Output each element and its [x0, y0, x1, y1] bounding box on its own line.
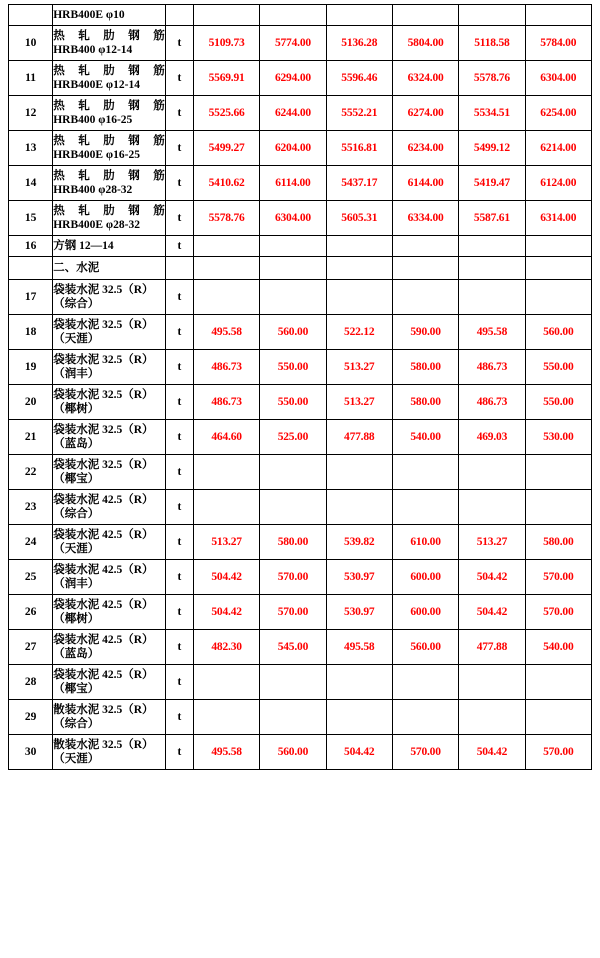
price-cell: 570.00 [525, 735, 591, 770]
price-cell: 560.00 [525, 315, 591, 350]
material-name-line: （椰宝） [53, 683, 100, 695]
material-name [53, 420, 166, 455]
price-cell [193, 700, 259, 735]
table-row [9, 257, 592, 280]
price-cell [392, 455, 458, 490]
table-row [9, 735, 592, 770]
price-cell: 504.42 [459, 560, 525, 595]
table-row [9, 5, 592, 26]
price-cell: 6334.00 [392, 201, 458, 236]
row-number: 21 [9, 420, 53, 455]
unit-cell [165, 257, 193, 280]
price-cell: 6254.00 [525, 96, 591, 131]
material-name [53, 26, 166, 61]
material-name-line: 袋装水泥 42.5（R） [53, 563, 154, 576]
material-name-line: 热 轧 肋 钢 筋 [53, 134, 165, 147]
price-cell: 5419.47 [459, 166, 525, 201]
price-cell: 570.00 [525, 560, 591, 595]
price-cell: 495.58 [326, 630, 392, 665]
price-cell: 6244.00 [260, 96, 326, 131]
table-row [9, 490, 592, 525]
unit-cell: t [165, 560, 193, 595]
material-name [53, 61, 166, 96]
material-name-line: HRB400 φ28-32 [53, 184, 133, 196]
material-price-table [8, 4, 592, 770]
row-number: 11 [9, 61, 53, 96]
price-cell: 522.12 [326, 315, 392, 350]
material-name-line: （椰树） [53, 403, 100, 415]
price-cell: 6234.00 [392, 131, 458, 166]
price-cell: 482.30 [193, 630, 259, 665]
price-cell: 5569.91 [193, 61, 259, 96]
price-cell: 545.00 [260, 630, 326, 665]
price-cell: 5516.81 [326, 131, 392, 166]
price-cell: 6324.00 [392, 61, 458, 96]
price-cell: 5437.17 [326, 166, 392, 201]
unit-cell: t [165, 420, 193, 455]
price-cell: 504.42 [326, 735, 392, 770]
price-cell: 5596.46 [326, 61, 392, 96]
price-cell [525, 236, 591, 257]
row-number [9, 257, 53, 280]
row-number [9, 5, 53, 26]
price-cell: 6124.00 [525, 166, 591, 201]
table-row [9, 665, 592, 700]
unit-cell [165, 5, 193, 26]
material-name-line: 袋装水泥 32.5（R） [53, 318, 154, 331]
row-number: 13 [9, 131, 53, 166]
price-cell: 513.27 [326, 385, 392, 420]
row-number: 22 [9, 455, 53, 490]
price-cell: 600.00 [392, 560, 458, 595]
price-cell: 5578.76 [193, 201, 259, 236]
price-cell: 6304.00 [525, 61, 591, 96]
price-cell: 5784.00 [525, 26, 591, 61]
price-cell: 570.00 [260, 560, 326, 595]
table-row [9, 96, 592, 131]
price-cell [459, 236, 525, 257]
price-cell: 495.58 [193, 315, 259, 350]
price-cell [459, 257, 525, 280]
price-cell [326, 236, 392, 257]
unit-cell: t [165, 525, 193, 560]
price-cell: 580.00 [392, 350, 458, 385]
price-cell: 600.00 [392, 595, 458, 630]
price-cell [525, 700, 591, 735]
material-name-line: （综合） [53, 298, 100, 310]
row-number: 19 [9, 350, 53, 385]
price-cell: 469.03 [459, 420, 525, 455]
price-cell: 550.00 [525, 385, 591, 420]
price-cell [459, 700, 525, 735]
table-row [9, 350, 592, 385]
material-name-line: HRB400 φ16-25 [53, 114, 133, 126]
material-name [53, 201, 166, 236]
price-cell: 550.00 [260, 350, 326, 385]
price-cell [392, 236, 458, 257]
price-cell [392, 5, 458, 26]
price-cell [260, 236, 326, 257]
price-cell: 6294.00 [260, 61, 326, 96]
material-name [53, 315, 166, 350]
price-cell [459, 490, 525, 525]
price-cell: 560.00 [260, 735, 326, 770]
price-cell [392, 700, 458, 735]
price-cell [326, 665, 392, 700]
material-name-line: 热 轧 肋 钢 筋 [53, 204, 165, 217]
price-cell: 5578.76 [459, 61, 525, 96]
price-cell: 486.73 [193, 350, 259, 385]
material-name [53, 96, 166, 131]
price-cell: 5109.73 [193, 26, 259, 61]
price-cell: 5552.21 [326, 96, 392, 131]
table-row [9, 385, 592, 420]
row-number: 10 [9, 26, 53, 61]
price-cell: 540.00 [525, 630, 591, 665]
material-name-line: 袋装水泥 42.5（R） [53, 598, 154, 611]
price-cell: 610.00 [392, 525, 458, 560]
unit-cell: t [165, 131, 193, 166]
price-cell: 5410.62 [193, 166, 259, 201]
price-cell: 570.00 [392, 735, 458, 770]
price-cell: 570.00 [525, 595, 591, 630]
row-number: 25 [9, 560, 53, 595]
price-cell: 486.73 [193, 385, 259, 420]
table-row [9, 315, 592, 350]
price-cell [392, 280, 458, 315]
material-name [53, 595, 166, 630]
material-name-line: 方钢 12—14 [53, 239, 114, 252]
unit-cell: t [165, 350, 193, 385]
price-cell: 6204.00 [260, 131, 326, 166]
price-cell: 5605.31 [326, 201, 392, 236]
material-name-line: 热 轧 肋 钢 筋 [53, 29, 165, 42]
price-cell: 504.42 [459, 735, 525, 770]
material-name [53, 735, 166, 770]
unit-cell: t [165, 595, 193, 630]
material-name [53, 131, 166, 166]
row-number: 23 [9, 490, 53, 525]
material-name-line: （润丰） [53, 578, 100, 590]
row-number: 15 [9, 201, 53, 236]
unit-cell: t [165, 236, 193, 257]
price-cell [193, 257, 259, 280]
price-cell [193, 490, 259, 525]
material-name-line: HRB400E φ12-14 [53, 79, 140, 91]
material-name-line: （综合） [53, 718, 100, 730]
table-row [9, 595, 592, 630]
unit-cell: t [165, 735, 193, 770]
price-cell: 570.00 [260, 595, 326, 630]
material-name-line: 散装水泥 32.5（R） [53, 738, 154, 751]
table-row [9, 280, 592, 315]
price-cell: 6144.00 [392, 166, 458, 201]
price-cell [326, 5, 392, 26]
table-row [9, 525, 592, 560]
material-name [53, 280, 166, 315]
material-name-line: 袋装水泥 42.5（R） [53, 633, 154, 646]
price-cell: 5774.00 [260, 26, 326, 61]
price-cell [392, 665, 458, 700]
price-cell [193, 5, 259, 26]
table-row [9, 201, 592, 236]
price-cell [260, 455, 326, 490]
price-cell: 495.58 [193, 735, 259, 770]
material-name [53, 700, 166, 735]
unit-cell: t [165, 96, 193, 131]
material-name-line: （天涯） [53, 333, 100, 345]
price-cell [525, 665, 591, 700]
material-name [53, 385, 166, 420]
material-name [53, 350, 166, 385]
material-name-line: HRB400E φ28-32 [53, 219, 140, 231]
material-name-line: 袋装水泥 32.5（R） [53, 423, 154, 436]
material-name [53, 665, 166, 700]
material-name-line: 热 轧 肋 钢 筋 [53, 169, 165, 182]
price-cell: 513.27 [326, 350, 392, 385]
price-cell: 477.88 [459, 630, 525, 665]
price-cell: 464.60 [193, 420, 259, 455]
unit-cell: t [165, 700, 193, 735]
material-name-line: 袋装水泥 32.5（R） [53, 388, 154, 401]
price-cell: 6314.00 [525, 201, 591, 236]
material-name-line: 袋装水泥 42.5（R） [53, 668, 154, 681]
price-cell [459, 280, 525, 315]
price-cell: 6304.00 [260, 201, 326, 236]
price-cell: 6114.00 [260, 166, 326, 201]
price-cell: 530.00 [525, 420, 591, 455]
price-cell [326, 700, 392, 735]
material-name-line: （蓝岛） [53, 438, 100, 450]
row-number: 27 [9, 630, 53, 665]
price-cell [260, 490, 326, 525]
row-number: 26 [9, 595, 53, 630]
row-number: 29 [9, 700, 53, 735]
price-cell: 580.00 [260, 525, 326, 560]
row-number: 20 [9, 385, 53, 420]
price-cell: 590.00 [392, 315, 458, 350]
price-cell: 5499.12 [459, 131, 525, 166]
price-cell: 5499.27 [193, 131, 259, 166]
table-row [9, 26, 592, 61]
price-cell: 5118.58 [459, 26, 525, 61]
price-cell: 495.58 [459, 315, 525, 350]
material-name-line: 袋装水泥 32.5（R） [53, 458, 154, 471]
table-row [9, 560, 592, 595]
price-cell [260, 280, 326, 315]
row-number: 12 [9, 96, 53, 131]
material-name [53, 525, 166, 560]
table-row [9, 455, 592, 490]
unit-cell: t [165, 665, 193, 700]
table-row [9, 630, 592, 665]
price-cell: 580.00 [392, 385, 458, 420]
material-name-line: （天涯） [53, 543, 100, 555]
material-name [53, 166, 166, 201]
price-cell [326, 257, 392, 280]
row-number: 17 [9, 280, 53, 315]
price-cell: 560.00 [260, 315, 326, 350]
material-name-line: 散装水泥 32.5（R） [53, 703, 154, 716]
material-name [53, 630, 166, 665]
material-name-line: 二、水泥 [53, 261, 100, 274]
price-cell: 5534.51 [459, 96, 525, 131]
material-name-line: 袋装水泥 42.5（R） [53, 528, 154, 541]
price-cell: 6274.00 [392, 96, 458, 131]
price-cell [326, 490, 392, 525]
table-row [9, 131, 592, 166]
price-cell [525, 455, 591, 490]
unit-cell: t [165, 630, 193, 665]
price-cell [525, 490, 591, 525]
unit-cell: t [165, 201, 193, 236]
material-name-line: （蓝岛） [53, 648, 100, 660]
price-cell: 504.42 [459, 595, 525, 630]
unit-cell: t [165, 315, 193, 350]
price-cell [525, 5, 591, 26]
price-cell [260, 5, 326, 26]
price-cell: 580.00 [525, 525, 591, 560]
price-cell: 513.27 [459, 525, 525, 560]
material-name-line: HRB400 φ12-14 [53, 44, 133, 56]
price-cell: 504.42 [193, 560, 259, 595]
price-cell [326, 455, 392, 490]
row-number: 18 [9, 315, 53, 350]
unit-cell: t [165, 166, 193, 201]
price-cell: 550.00 [525, 350, 591, 385]
price-cell: 5525.66 [193, 96, 259, 131]
price-cell: 525.00 [260, 420, 326, 455]
price-cell: 486.73 [459, 385, 525, 420]
row-number: 28 [9, 665, 53, 700]
unit-cell: t [165, 61, 193, 96]
price-cell [193, 455, 259, 490]
price-cell: 530.97 [326, 595, 392, 630]
material-name-line: 袋装水泥 32.5（R） [53, 283, 154, 296]
unit-cell: t [165, 280, 193, 315]
unit-cell: t [165, 385, 193, 420]
unit-cell: t [165, 26, 193, 61]
row-number: 14 [9, 166, 53, 201]
table-row [9, 236, 592, 257]
material-name-line: 袋装水泥 42.5（R） [53, 493, 154, 506]
material-name [53, 236, 166, 257]
material-name [53, 560, 166, 595]
price-cell: 504.42 [193, 595, 259, 630]
price-cell [260, 257, 326, 280]
price-cell [525, 280, 591, 315]
material-name-line: 袋装水泥 32.5（R） [53, 353, 154, 366]
price-cell: 486.73 [459, 350, 525, 385]
material-name-line: （椰宝） [53, 473, 100, 485]
price-cell: 6214.00 [525, 131, 591, 166]
price-cell: 513.27 [193, 525, 259, 560]
unit-cell: t [165, 490, 193, 525]
price-cell: 5587.61 [459, 201, 525, 236]
table-row [9, 700, 592, 735]
material-name-line: HRB400E φ10 [53, 8, 125, 21]
price-cell [326, 280, 392, 315]
material-name [53, 455, 166, 490]
table-row [9, 166, 592, 201]
material-name-line: （综合） [53, 508, 100, 520]
table-row [9, 420, 592, 455]
price-cell [260, 700, 326, 735]
price-cell [193, 236, 259, 257]
price-cell [459, 455, 525, 490]
price-cell: 530.97 [326, 560, 392, 595]
material-name [53, 490, 166, 525]
material-name-line: （润丰） [53, 368, 100, 380]
price-cell [392, 490, 458, 525]
price-cell: 477.88 [326, 420, 392, 455]
table-row [9, 61, 592, 96]
material-name-line: （椰树） [53, 613, 100, 625]
price-cell [260, 665, 326, 700]
price-cell: 539.82 [326, 525, 392, 560]
section-header [53, 257, 166, 280]
price-cell [525, 257, 591, 280]
material-name [53, 5, 166, 26]
price-cell [392, 257, 458, 280]
row-number: 24 [9, 525, 53, 560]
price-cell [459, 5, 525, 26]
row-number: 16 [9, 236, 53, 257]
unit-cell: t [165, 455, 193, 490]
table-body [9, 5, 592, 770]
row-number: 30 [9, 735, 53, 770]
price-cell: 5804.00 [392, 26, 458, 61]
price-cell [193, 665, 259, 700]
material-name-line: 热 轧 肋 钢 筋 [53, 99, 165, 112]
material-name-line: HRB400E φ16-25 [53, 149, 140, 161]
material-name-line: （天涯） [53, 753, 100, 765]
price-cell [193, 280, 259, 315]
price-cell: 560.00 [392, 630, 458, 665]
price-cell [459, 665, 525, 700]
price-cell: 540.00 [392, 420, 458, 455]
price-cell: 5136.28 [326, 26, 392, 61]
price-cell: 550.00 [260, 385, 326, 420]
material-name-line: 热 轧 肋 钢 筋 [53, 64, 165, 77]
